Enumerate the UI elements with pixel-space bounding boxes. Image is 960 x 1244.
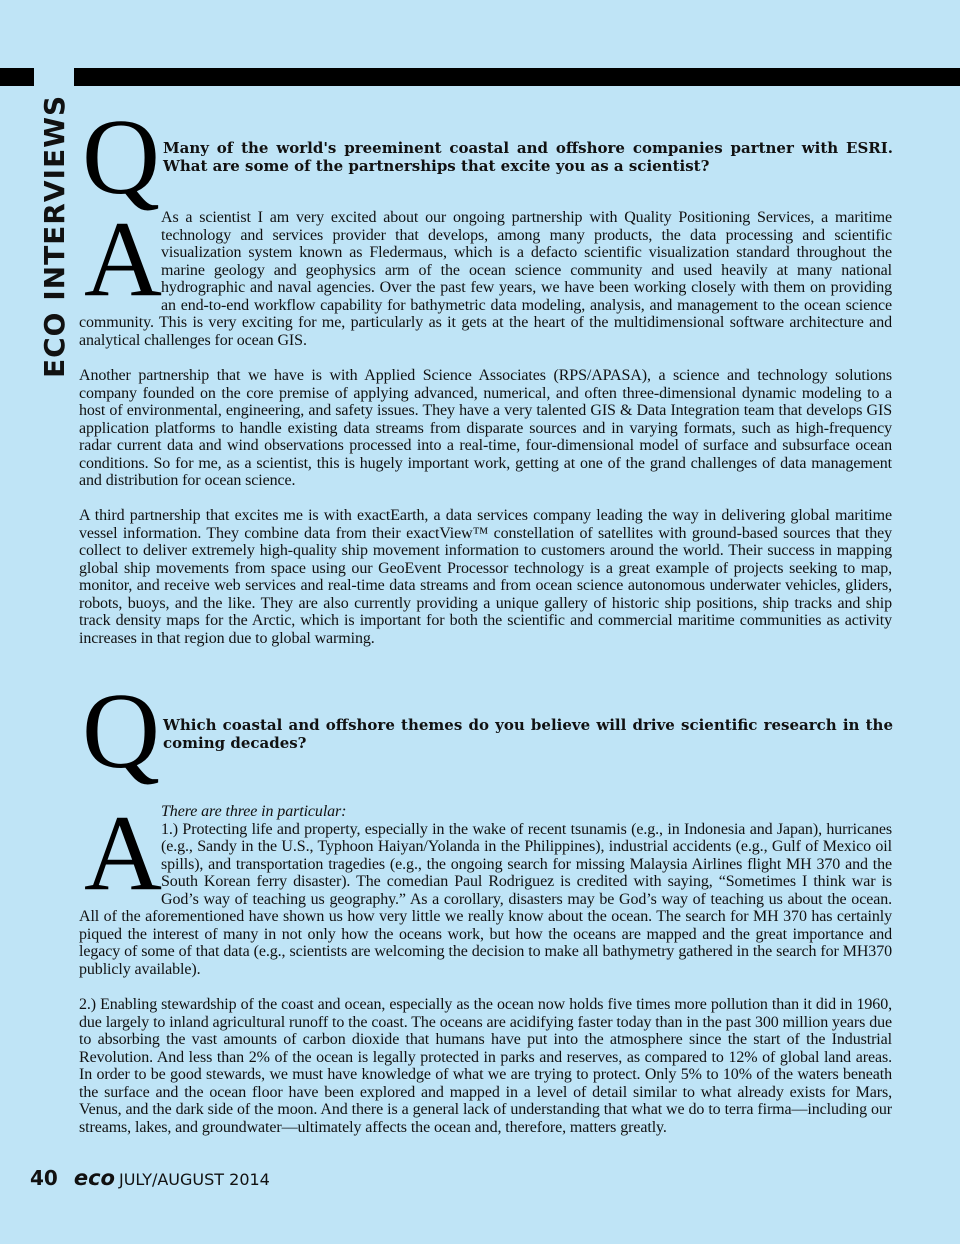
question-letter-2: Q (82, 672, 160, 791)
issue-date: JULY/AUGUST 2014 (118, 1170, 270, 1189)
section-label: ECO INTERVIEWS (38, 94, 71, 378)
answer-2-paragraph-1: There are three in particular: 1.) Protecting life and property, especially in the wake of recent tsunamis (e.g., in Indonesia and Japan), hurricanes (e.g., Sandy in the U.S., Typhoon Haiyan/Yolanda in the Philippines), industrial accidents (e.g., Gulf of Mexico oil spills), and transportation tragedies (e.g., the ongoing search for missing Malaysia Airlines flight MH 370 and the South Korean ferry disaster). The comedian Paul Rodriguez is credited with saying, “Sometimes I think war is God’s way of teaching us geography.” As a corollary, disasters may be God’s way of teaching us about the ocean. All of the aforementioned have shown us how very little we really know about the ocean. The search for MH 370 has certainly piqued the interest of many in not only how the oceans work, but how the oceans are mapped and the great importance and legacy of some of that data (e.g., scientists are welcoming the decision to make all bathymetry gathered in the search for MH370 publicly available). (79, 803, 892, 978)
answer-letter: A (84, 200, 162, 319)
eco-logo: eco (73, 1166, 115, 1190)
answer-letter-2: A (84, 794, 162, 913)
question-2-text: Which coastal and offshore themes do you believe will drive scientific research in the coming decades? (163, 716, 893, 752)
page-footer (30, 1166, 270, 1190)
drop-cap-space (79, 209, 161, 297)
page-number: 40 (30, 1166, 58, 1190)
question-1-text: Many of the world's preeminent coastal and offshore companies partner with ESRI. What are some of the partnerships that excite you as a scientist? (163, 139, 893, 175)
answer-1-paragraph-1: As a scientist I am very excited about our ongoing partnership with Quality Positioning Services, a maritime technology and services provider that develops, among many products, the data processing and scientific visualization system known as Fledermaus, which is a defacto scientific visualization standard throughout the marine geology and geophysics arm of the ocean science community and used heavily at many national hydrographic and naval agencies. Over the past few years, we have been working closely with them on providing an end-to-end workflow capability for bathymetric data modeling, analysis, and management to the ocean science community. This is very exciting for me, particularly as it gets at the heart of the multidimensional software architecture and analytical challenges for ocean GIS. (79, 209, 892, 349)
answer-1-paragraph-3: A third partnership that excites me is with exactEarth, a data services company leading the way in delivering global maritime vessel information. They combine data from their exactView™ constellation of satellites with ground-based sources that they collect to deliver extremely high-quality ship movement information to customers around the world. Their success in mapping global ship movements from space using our GeoEvent Processor technology is a great example of projects seeking to map, monitor, and receive web services and real-time data streams and from ocean science autonomous underwater vehicles, gliders, robots, buoys, and the like. They are also currently providing a unique gallery of historic ship positions, ship tracks and ship track density maps for the Arctic, which is important for both the scientific and commercial maritime communities as activity increases in that region due to global warming. (79, 507, 892, 647)
answer-2-intro: There are three in particular: (161, 803, 347, 820)
drop-cap-space-2 (79, 803, 161, 891)
question-letter: Q (82, 98, 160, 217)
answer-2-paragraph-2: 2.) Enabling stewardship of the coast and ocean, especially as the ocean now holds five times more pollution than it did in 1960, due largely to inland agricultural runoff to the coast. The oceans are acidifying faster today than in the past 300 million years due to absorbing the vast amounts of carbon dioxide that humans have put into the atmosphere since the start of the Industrial Revolution. And less than 2% of the ocean is legally protected in parks and reserves, as compared to 12% of global land areas. In order to be good stewards, we must have knowledge of what we are trying to protect. Only 5% to 10% of the waters beneath the surface and the ocean floor have been explored and mapped in a level of detail similar to what already exists for Mars, Venus, and the dark side of the moon. And there is a general lack of understanding that what we do to terra firma—including our streams, lakes, and groundwater—ultimately affects the ocean and, therefore, matters greatly. (79, 996, 892, 1136)
answer-1-paragraph-2: Another partnership that we have is with Applied Science Associates (RPS/APASA), a science and technology solutions company founded on the core premise of applying advanced, numerical, and often three-dimensional dynamic modeling to a host of environmental, engineering, and safety issues. They have a very talented GIS & Data Integration team that develops GIS application platforms to handle existing data streams from disparate sources and in varying formats, such as high-frequency radar current data and wind observations processed into a real-time, four-dimensional model of surface and subsurface ocean conditions. So for me, as a scientist, this is hugely important work, getting at one of the grand challenges of data management and distribution for ocean science. (79, 367, 892, 489)
top-rule (0, 68, 960, 86)
